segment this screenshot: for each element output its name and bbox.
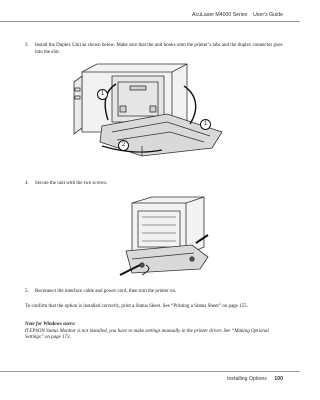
note-title: Note for Windows users: — [25, 322, 76, 327]
callout-1-top: 1 — [97, 89, 108, 100]
step-number: 3. — [25, 43, 29, 48]
page-number: 100 — [274, 376, 283, 382]
step-text: Secure the unit with the two screws. — [35, 181, 108, 186]
confirm-paragraph: To confirm that the option is installed correctly, print a Status Sheet. See “Printing a Status Sheet” on page 155. — [25, 304, 248, 309]
running-footer — [227, 376, 283, 382]
footer-divider — [0, 371, 300, 372]
step-number: 4. — [25, 181, 29, 186]
step-5 — [25, 289, 283, 297]
note-body: If EPSON Status Monitor is not installed, you have to make settings manually in the printer driver. See “Making Optional Settings” on page 173. — [25, 328, 269, 341]
step-4 — [25, 181, 283, 189]
secure-screws-illustration — [112, 195, 212, 277]
callout-2: 2 — [118, 140, 129, 151]
footer-section: Installing Options — [227, 376, 267, 382]
duplex-install-illustration — [72, 62, 232, 158]
running-header — [192, 12, 283, 18]
step-3 — [25, 43, 283, 57]
windows-note — [25, 322, 285, 346]
step-number: 5. — [25, 289, 29, 294]
step-text: Reconnect the interface cable and power cord, then turn the printer on. — [35, 289, 177, 294]
header-product: AcuLaser M4000 Series — [192, 12, 248, 18]
header-divider — [0, 21, 300, 22]
header-guide: User's Guide — [253, 12, 283, 18]
callout-1-right: 1 — [200, 119, 211, 130]
step-text: Install the Duplex Unit as shown below. Make sure that the unit hooks onto the printer’s tabs and the duplex connector goes into the slot. — [35, 43, 283, 55]
